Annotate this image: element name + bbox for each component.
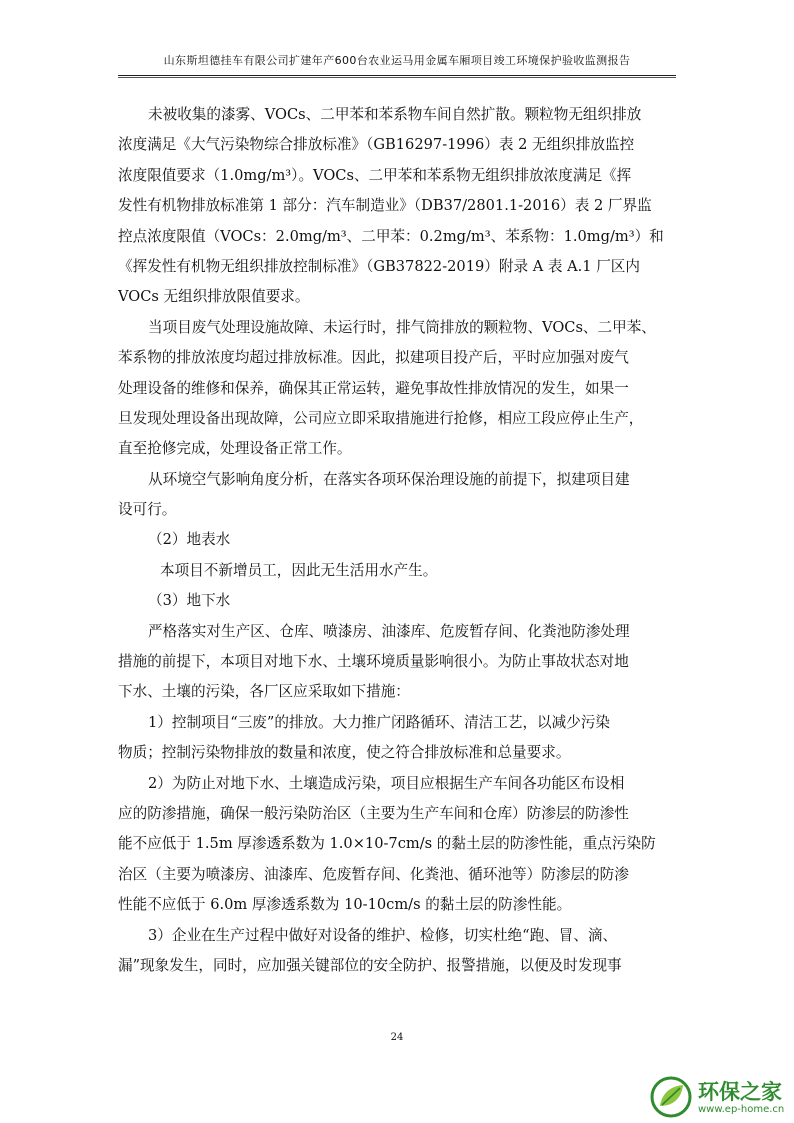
text-line: 能不应低于 1.5m 厚渗透系数为 1.0×10-7cm/s 的黏土层的防渗性能，重点污染防 xyxy=(118,835,656,853)
report-header-title: 山东斯坦德挂车有限公司扩建年产600台农业运马用金属车厢项目竣工环境保护验收监测报告 xyxy=(163,54,631,67)
text-line: 从环境空气影响角度分析，在落实各项环保治理设施的前提下，拟建项目建 xyxy=(148,470,630,488)
site-watermark xyxy=(646,1072,794,1123)
text-line: 漏”现象发生，同时，应加强关键部位的安全防护、报警措施，以便及时发现事 xyxy=(118,956,622,974)
leaf-logo-icon xyxy=(650,1076,692,1118)
text-line: 治区（主要为喷漆房、油漆库、危废暂存间、化粪池、循环池等）防渗层的防渗 xyxy=(118,865,629,883)
text-line: 未被收集的漆雾、VOCs、二甲苯和苯系物车间自然扩散。颗粒物无组织排放 xyxy=(148,106,642,123)
text-line: 浓度限值要求（1.0mg/m³）。VOCs、二甲苯和苯系物无组织排放浓度满足《挥 xyxy=(118,166,632,184)
text-line: 下水、土壤的污染，各厂区应采取如下措施： xyxy=(118,683,410,701)
text-line: 1）控制项目“三废”的排放。大力推广闭路循环、清洁工艺，以减少污染 xyxy=(148,713,611,731)
section-heading-surface-water: （2）地表水 xyxy=(148,531,231,549)
watermark-url: www.ep-home.cn xyxy=(698,1104,785,1115)
measure-item-1 xyxy=(118,708,678,769)
text-line: 物质；控制污染物排放的数量和浓度，使之符合排放标准和总量要求。 xyxy=(118,744,571,762)
text-line: VOCs 无组织排放限值要求。 xyxy=(118,288,310,306)
text-line: 旦发现处理设备出现故障，公司应立即采取措施进行抢修，相应工段应停止生产， xyxy=(118,409,644,427)
text-line: 发性有机物排放标准第 1 部分：汽车制造业》（DB37/2801.1-2016）表 2 厂界监 xyxy=(118,197,652,215)
text-line: 处理设备的维修和保养，确保其正常运转，避免事故性排放情况的发生，如果一 xyxy=(118,379,629,397)
text-line: 当项目废气处理设施故障、未运行时，排气筒排放的颗粒物、VOCs、二甲苯、 xyxy=(148,318,656,336)
text-line: 2）为防止对地下水、土壤造成污染，项目应根据生产车间各功能区布设相 xyxy=(148,774,625,792)
text-line: 严格落实对生产区、仓库、喷漆房、油漆库、危废暂存间、化粪池防渗处理 xyxy=(148,622,630,640)
text-line: 浓度满足《大气污染物综合排放标准》（GB16297-1996）表 2 无组织排放监控 xyxy=(118,136,635,154)
watermark-name: 环保之家 xyxy=(698,1080,782,1104)
section-heading-groundwater: （3）地下水 xyxy=(148,592,231,610)
header-rule xyxy=(118,75,676,76)
text-line: 苯系物的排放浓度均超过排放标准。因此，拟建项目投产后，平时应加强对废气 xyxy=(118,349,629,367)
text-line: 措施的前提下，本项目对地下水、土壤环境质量影响很小。为防止事故状态对地 xyxy=(118,653,629,671)
text-line: 直至抢修完成，处理设备正常工作。 xyxy=(118,440,352,458)
paragraph-air-unorganized xyxy=(118,100,678,313)
header-rule-thin xyxy=(118,77,676,78)
text-line: 《挥发性有机物无组织排放控制标准》（GB37822-2019）附录 A 表 A.1 厂区内 xyxy=(118,257,640,275)
text-line: 应的防渗措施，确保一般污染防治区（主要为生产车间和仓库）防渗层的防渗性 xyxy=(118,804,629,822)
measure-item-2 xyxy=(118,769,678,921)
text-line: 3）企业在生产过程中做好对设备的维护、检修，切实杜绝“跑、冒、滴、 xyxy=(148,926,618,944)
paragraph-groundwater-intro xyxy=(118,617,678,708)
paragraph-air-conclusion xyxy=(118,465,678,526)
measure-item-3 xyxy=(118,921,678,982)
paragraph-surface-water: 本项目不新增员工，因此无生活用水产生。 xyxy=(160,561,438,579)
page-number: 24 xyxy=(390,1032,404,1043)
page-body xyxy=(118,100,678,981)
paragraph-equipment-failure xyxy=(118,313,678,465)
text-line: 设可行。 xyxy=(118,501,177,519)
text-line: 控点浓度限值（VOCs：2.0mg/m³、二甲苯：0.2mg/m³、苯系物：1.0mg/m³）和 xyxy=(118,227,664,245)
text-line: 性能不应低于 6.0m 厚渗透系数为 10-10cm/s 的黏土层的防渗性能。 xyxy=(118,896,572,914)
